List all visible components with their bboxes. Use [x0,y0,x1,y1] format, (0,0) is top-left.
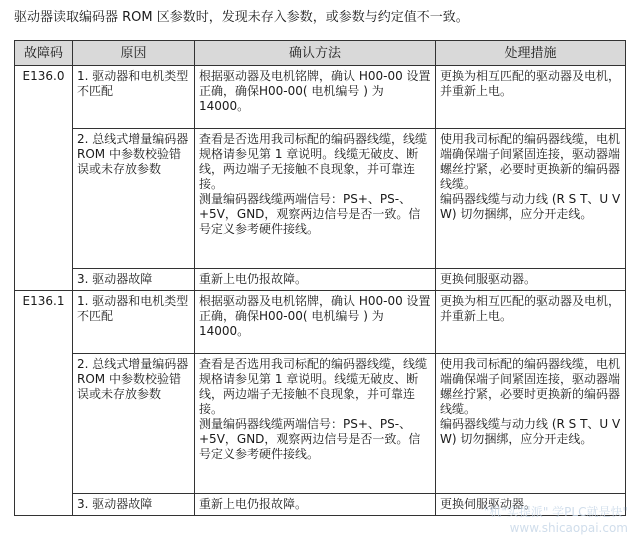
header-row [15,41,626,66]
fault-table [14,40,626,516]
action-cell: 使用我司标配的编码器线缆，电机端确保端子间紧固连接，驱动器端螺丝拧紧，必要时更换新的编码器线缆。 编码器线缆与动力线 (R S T、U V W) 切勿捆绑，应分开走线。 [436,354,626,494]
confirm-cell: 查看是否选用我司标配的编码器线缆，线缆规格请参见第 1 章说明。线缆无破皮、断线，两边端子无接触不良现象，并可靠连接。 测量编码器线缆两端信号：PS+、PS-、+5V，GND，观察两边信号是否一致。信号定义参考硬件接线。 [195,354,436,494]
confirm-cell: 查看是否选用我司标配的编码器线缆，线缆规格请参见第 1 章说明。线缆无破皮、断线，两边端子无接触不良现象，并可靠连接。 测量编码器线缆两端信号：PS+、PS-、+5V，GND，观察两边信号是否一致。信号定义参考硬件接线。 [195,129,436,269]
cause-cell: 3. 驱动器故障 [73,494,195,516]
watermark-url: www.shicaopai.com [509,521,628,535]
cause-cell: 2. 总线式增量编码器 ROM 中参数校验错误或未存放参数 [73,354,195,494]
fault-code: E136.1 [15,291,73,516]
watermark [484,504,628,536]
intro-text: 驱动器读取编码器 ROM 区参数时，发现未存入参数，或参数与约定值不一致。 [14,10,469,25]
cause-cell: 3. 驱动器故障 [73,269,195,291]
action-cell: 更换伺服驱动器。 [436,269,626,291]
confirm-cell: 根据驱动器及电机铭牌，确认 H00-00 设置正确，确保H00-00( 电机编号 ) 为 14000。 [195,66,436,129]
watermark-slogan: "机"实提派" 学PLC就是快" [483,505,628,519]
confirm-cell: 重新上电仍报故障。 [195,269,436,291]
cause-cell: 1. 驱动器和电机类型不匹配 [73,66,195,129]
table-row [15,354,626,494]
cause-cell: 2. 总线式增量编码器 ROM 中参数校验错误或未存放参数 [73,129,195,269]
header-confirm-method: 确认方法 [195,41,436,66]
confirm-cell: 重新上电仍报故障。 [195,494,436,516]
table-row [15,129,626,269]
confirm-cell: 根据驱动器及电机铭牌，确认 H00-00 设置正确，确保H00-00( 电机编号 ) 为 14000。 [195,291,436,354]
table-row [15,66,626,129]
table-row [15,269,626,291]
action-cell: 更换为相互匹配的驱动器及电机，并重新上电。 [436,291,626,354]
action-cell: 使用我司标配的编码器线缆，电机端确保端子间紧固连接，驱动器端螺丝拧紧，必要时更换新的编码器线缆。 编码器线缆与动力线 (R S T、U V W) 切勿捆绑，应分开走线。 [436,129,626,269]
action-cell: 更换伺服驱动器。 [436,494,626,516]
table-row [15,291,626,354]
header-action: 处理措施 [436,41,626,66]
fault-code: E136.0 [15,66,73,291]
header-fault-code: 故障码 [15,41,73,66]
cause-cell: 1. 驱动器和电机类型不匹配 [73,291,195,354]
header-cause: 原因 [73,41,195,66]
action-cell: 更换为相互匹配的驱动器及电机，并重新上电。 [436,66,626,129]
